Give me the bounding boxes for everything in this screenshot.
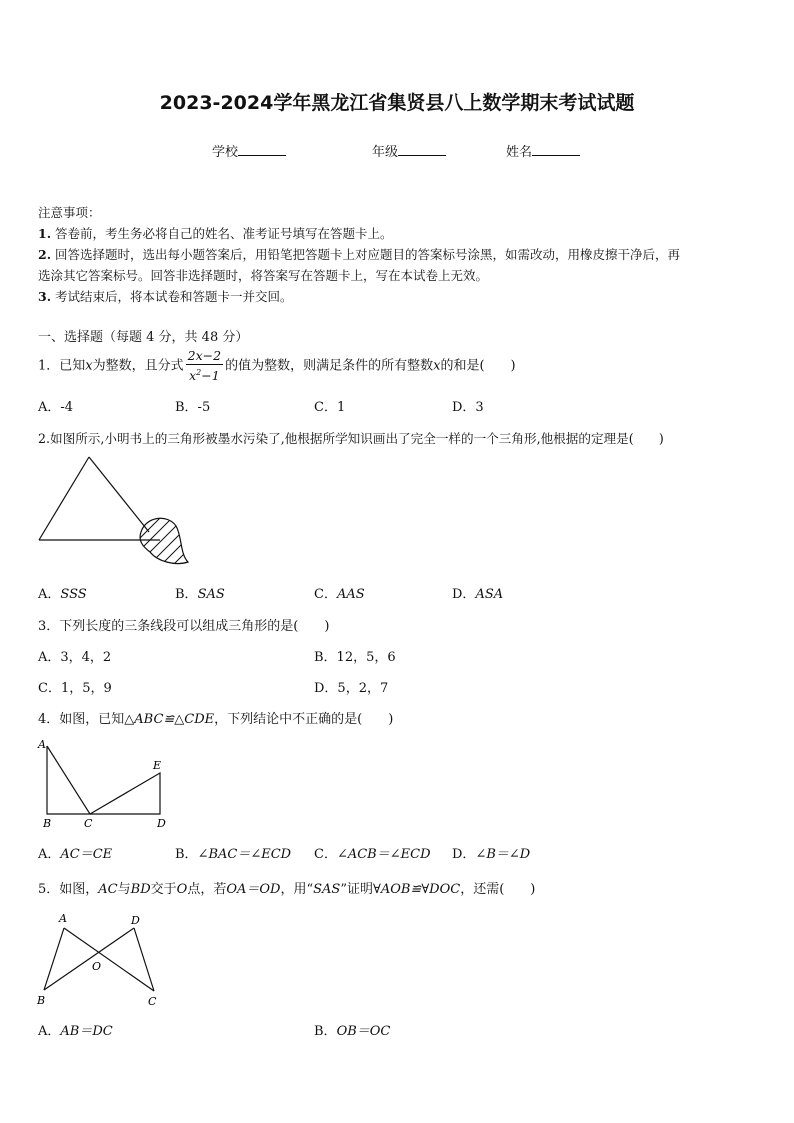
q1-var: x — [85, 358, 93, 374]
notice-item — [38, 287, 293, 305]
q1-text: 的值为整数，则满足条件的所有整数 — [225, 358, 434, 374]
section-heading: 一、选择题（每题 4 分，共 48 分） — [38, 330, 249, 345]
q1-option-b[interactable]: B．-5 — [175, 400, 211, 415]
q1-numerator: 2x−2 — [187, 348, 222, 363]
question-5: 5．如图，AC与BD交于O点，若OA＝OD，用“SAS”证明∀AOB≌∀DOC，还需( ) — [38, 882, 536, 897]
q4-label-d: D — [157, 817, 166, 830]
notice-item-text: 回答选择题时，选出每小题答案后，用铅笔把答题卡上对应题目的答案标号涂黑，如需改动，用橡皮擦干净后，再 — [55, 247, 681, 262]
school-label: 学校 — [212, 145, 239, 160]
q1-option-d[interactable]: D．3 — [452, 400, 484, 415]
q2-option-a[interactable]: A．SSS — [38, 587, 87, 602]
q1-option-a[interactable]: A．-4 — [38, 400, 74, 415]
q3-option-c[interactable]: C．1，5，9 — [38, 681, 112, 696]
q1-fraction — [186, 348, 223, 384]
q1-text: 的和是( ) — [440, 358, 516, 374]
q4-triangles-figure — [36, 736, 176, 832]
notice-item-text: 选涂其它答案标号。回答非选择题时，将答案写在答题卡上，写在本试卷上无效。 — [38, 268, 489, 283]
q2-option-b[interactable]: B．SAS — [175, 587, 225, 602]
q5-label-c: C — [148, 995, 157, 1008]
q4-option-a[interactable]: A．AC＝CE — [38, 847, 113, 862]
q4-option-b[interactable]: B．∠BAC＝∠ECD — [175, 847, 292, 862]
q1-option-c[interactable]: C．1 — [314, 400, 346, 415]
q2-ink-triangle-figure — [36, 454, 196, 569]
notice-item-text: 考试结束后，将本试卷和答题卡一并交回。 — [55, 289, 293, 304]
q5-crossed-triangles-figure — [34, 908, 169, 1010]
notice-item — [38, 266, 488, 284]
name-field[interactable] — [506, 141, 580, 160]
notice-item-num: 3. — [38, 289, 52, 304]
grade-blank[interactable] — [398, 143, 446, 156]
question-4 — [38, 708, 393, 727]
q3-option-d[interactable]: D．5，2，7 — [314, 681, 389, 696]
notice-item-num: 1. — [38, 226, 52, 241]
q3-option-b[interactable]: B．12，5，6 — [314, 650, 396, 665]
q5-label-o: O — [92, 960, 102, 973]
q4-text: ，下列结论中不正确的是( ) — [214, 712, 394, 727]
name-blank[interactable] — [532, 143, 580, 156]
notice-item-num: 2. — [38, 247, 52, 262]
notice-item — [38, 224, 393, 242]
notice-item — [38, 245, 680, 263]
q1-text: 1．已知 — [38, 358, 86, 374]
q4-relation: △ABC≌△CDE — [124, 712, 215, 727]
q1-denominator: $x^2-1$ — [189, 368, 220, 384]
q4-label-b: B — [43, 817, 52, 830]
q1-text: 为整数，且分式 — [92, 358, 184, 374]
q4-option-d[interactable]: D．∠B＝∠D — [452, 847, 531, 862]
q3-option-a[interactable]: A．3，4，2 — [38, 650, 112, 665]
school-blank[interactable] — [238, 143, 286, 156]
q5-label-d: D — [131, 914, 140, 927]
q1-var: x — [433, 358, 441, 374]
q4-label-a: A — [38, 738, 46, 751]
question-2: 2.如图所示,小明书上的三角形被墨水污染了,他根据所学知识画出了完全一样的一个三角形,他根据的定理是( ) — [38, 431, 664, 446]
question-1 — [38, 348, 516, 384]
notice-item-text: 答卷前，考生务必将自己的姓名、准考证号填写在答题卡上。 — [55, 226, 393, 241]
q2-option-c[interactable]: C．AAS — [314, 587, 365, 602]
grade-field[interactable] — [372, 141, 446, 160]
q4-label-c: C — [84, 817, 93, 830]
q2-option-d[interactable]: D．ASA — [452, 587, 504, 602]
q4-option-c[interactable]: C．∠ACB＝∠ECD — [314, 847, 431, 862]
q5-label-a: A — [59, 912, 67, 925]
question-3: 3．下列长度的三条线段可以组成三角形的是( ) — [38, 619, 330, 634]
q4-label-e: E — [153, 759, 162, 772]
q5-option-b[interactable]: B．OB＝OC — [314, 1024, 391, 1039]
q5-label-b: B — [37, 994, 46, 1007]
grade-label: 年级 — [372, 145, 399, 160]
page-title: 2023-2024学年黑龙江省集贤县八上数学期末考试试题 — [159, 92, 635, 114]
school-field[interactable] — [212, 141, 286, 160]
name-label: 姓名 — [506, 145, 533, 160]
q4-text: 4．如图，已知 — [38, 712, 125, 727]
q5-option-a[interactable]: A．AB＝DC — [38, 1024, 113, 1039]
notice-heading: 注意事项： — [38, 205, 101, 220]
